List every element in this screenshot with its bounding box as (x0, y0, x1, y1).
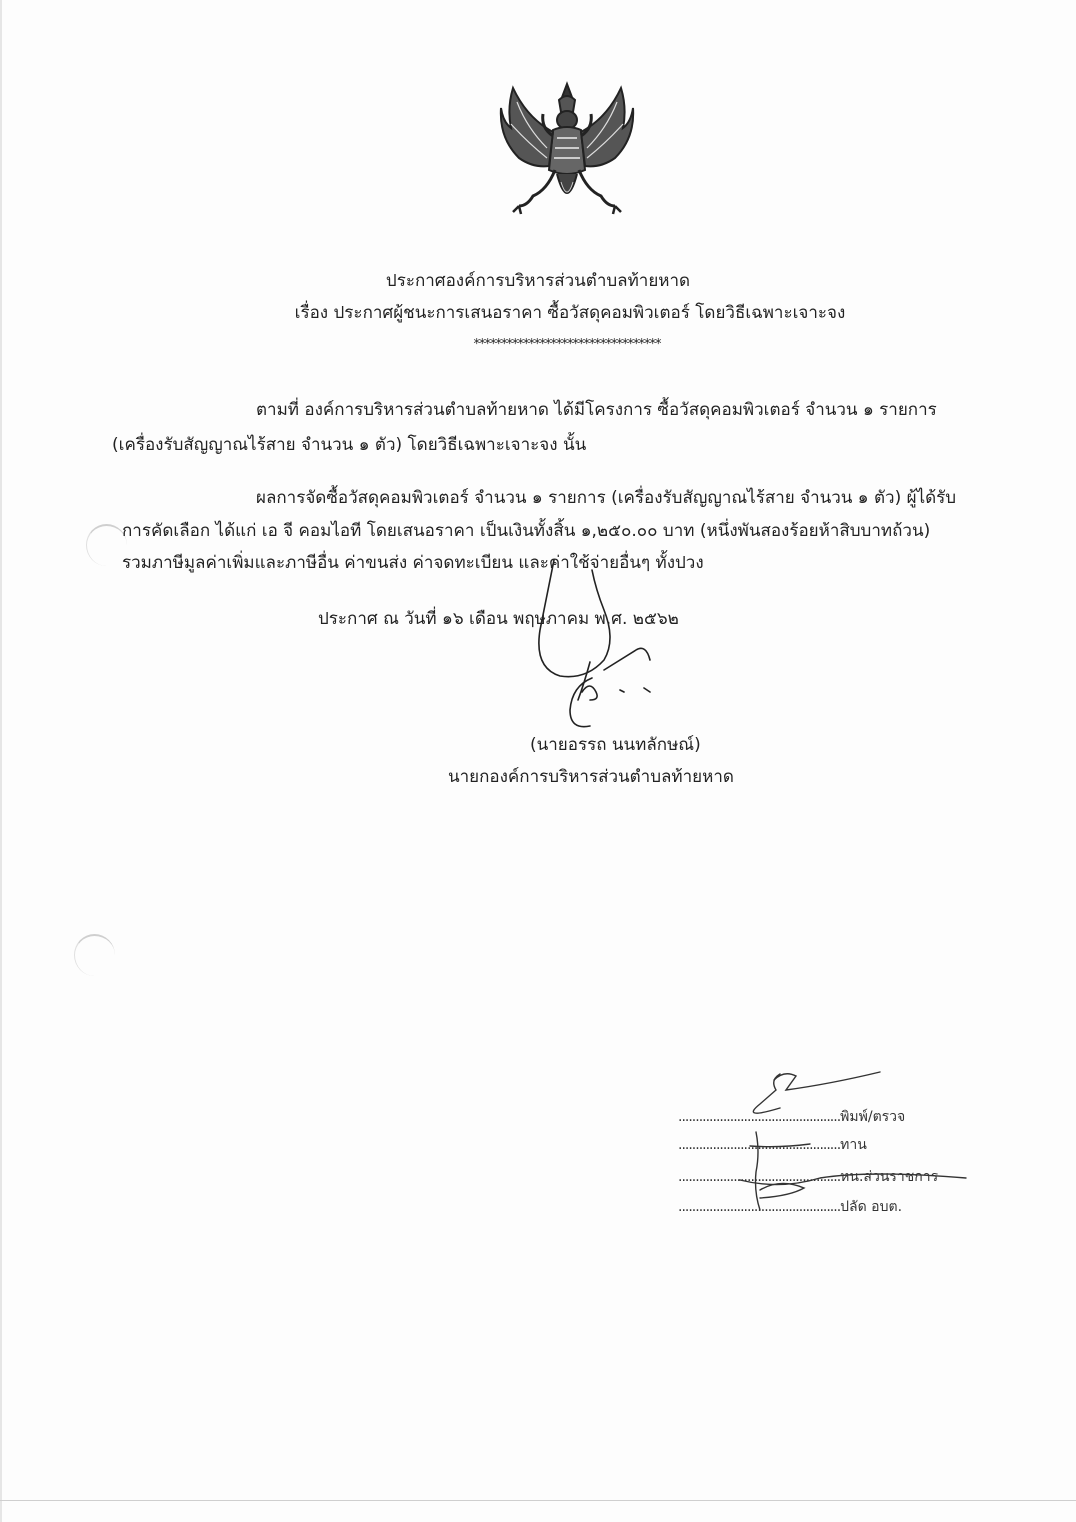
punch-hole-mark (74, 934, 115, 976)
paragraph-2-line-1: ผลการจัดซื้อวัสดุคอมพิวเตอร์ จำนวน ๑ รายการ (เครื่องรับสัญญาณไร้สาย จำนวน ๑ ตัว) ผู้ได้รับ (256, 488, 957, 508)
paragraph-1-line-2: (เครื่องรับสัญญาณไร้สาย จำนวน ๑ ตัว) โดยวิธีเฉพาะเจาะจง นั้น (112, 435, 587, 455)
announcement-title: ประกาศองค์การบริหารส่วนตำบลท้ายหาด (385, 271, 691, 291)
punch-hole-mark (86, 524, 127, 566)
paragraph-1-line-1: ตามที่ องค์การบริหารส่วนตำบลท้ายหาด ได้มีโครงการ ซื้อวัสดุคอมพิวเตอร์ จำนวน ๑ รายการ (256, 400, 937, 420)
routing-label: ทาน (840, 1137, 867, 1153)
paragraph-2-line-2: การคัดเลือก ได้แก่ เอ จี คอมไอที โดยเสนอราคา เป็นเงินทั้งสิ้น ๑,๒๕๐.๐๐ บาท (หนึ่งพันสองร้อยห้าสิบบาทถ้วน) (122, 521, 931, 541)
handwritten-signature (520, 550, 680, 740)
page-edge-bottom (0, 1500, 1076, 1501)
routing-label: ปลัด อบต. (840, 1199, 903, 1215)
announcement-subject: เรื่อง ประกาศผู้ชนะการเสนอราคา ซื้อวัสดุคอมพิวเตอร์ โดยวิธีเฉพาะเจาะจง (294, 303, 846, 323)
signer-position: นายกองค์การบริหารส่วนตำบลท้ายหาด (448, 767, 734, 787)
routing-dots: ............................................... (678, 1169, 841, 1185)
page-edge-left (0, 0, 2, 1522)
announcement-date: ประกาศ ณ วันที่ ๑๖ เดือน พฤษภาคม พ.ศ. ๒๕๖๒ (318, 609, 679, 629)
paragraph-2-line-3: รวมภาษีมูลค่าเพิ่มและภาษีอื่น ค่าขนส่ง ค่าจดทะเบียน และค่าใช้จ่ายอื่นๆ ทั้งปวง (122, 553, 704, 573)
garuda-emblem (497, 78, 637, 220)
routing-dots: ............................................... (678, 1109, 841, 1125)
routing-dots: ............................................... (678, 1199, 841, 1215)
routing-dots: ............................................... (678, 1137, 841, 1153)
header-divider: ********************************** (473, 337, 661, 352)
routing-label: พิมพ์/ตรวจ (840, 1109, 906, 1125)
routing-label: หน.ส่วนราชการ (840, 1169, 939, 1185)
signer-name: (นายอรรถ นนทลักษณ์) (530, 735, 701, 755)
initials-scribble (720, 1060, 980, 1230)
